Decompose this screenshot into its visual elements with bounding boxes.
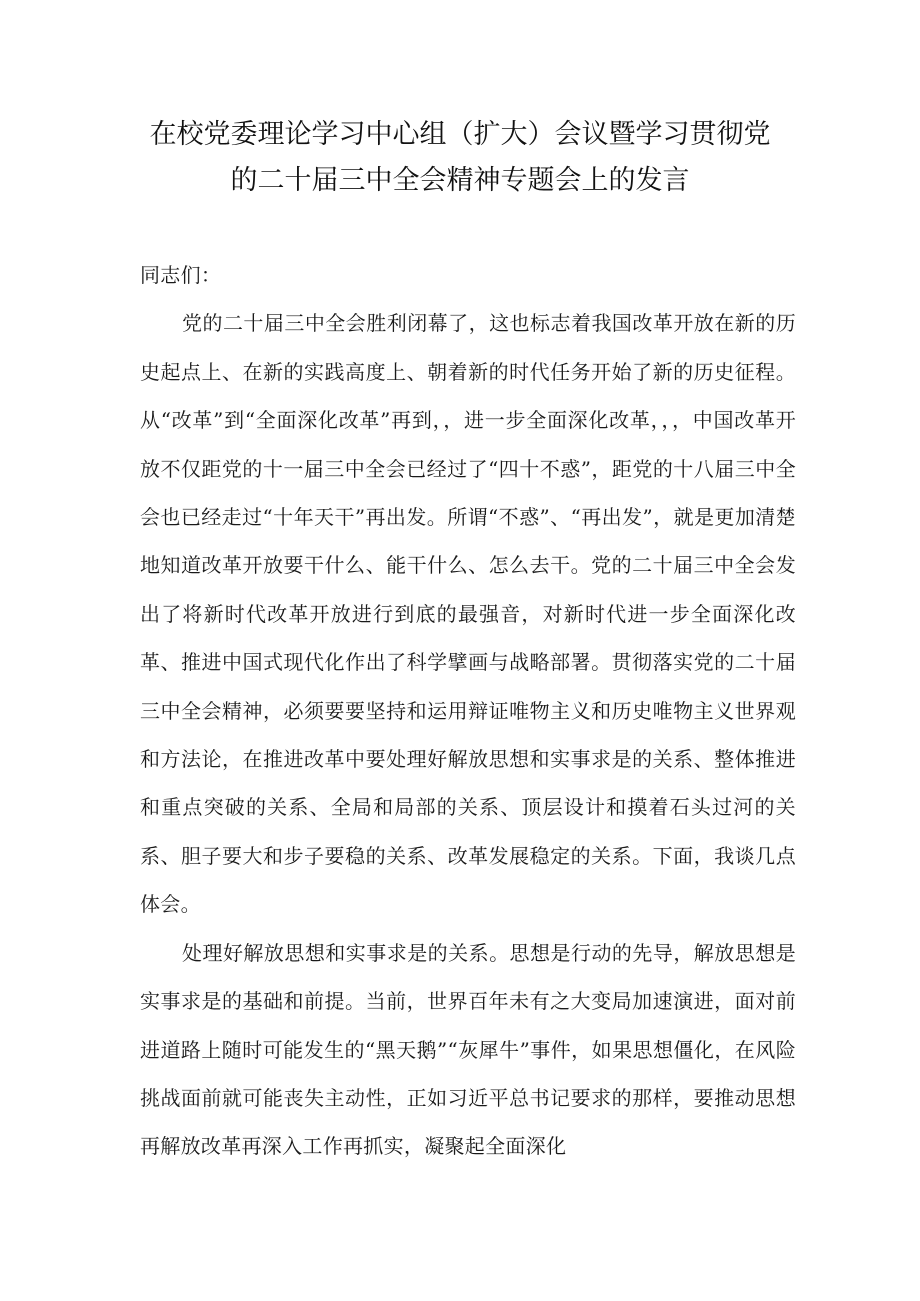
document-body bbox=[140, 251, 796, 1171]
title-line-1: 在校党委理论学习中心组（扩大）会议暨学习贯彻党 bbox=[149, 119, 771, 150]
title-line-2: 的二十届三中全会精神专题会上的发言 bbox=[230, 165, 690, 196]
paragraph-1: 党的二十届三中全会胜利闭幕了，这也标志着我国改革开放在新的历史起点上、在新的实践高度上、朝着新的时代任务开始了新的历史征程。从“改革”到“全面深化改革”再到，，进一步全面深化改革，，，中国改革开放不仅距党的十一届三中全会已经过了“四十不惑”，距党的十八届三中全会也已经走过“十年天干”再出发。所谓“不惑”、“再出发”，就是更加清楚地知道改革开放要干什么、能干什么、怎么去干。党的二十届三中全会发出了将新时代改革开放进行到底的最强音，对新时代进一步全面深化改革、推进中国式现代化作出了科学擘画与战略部署。贯彻落实党的二十届三中全会精神，必须要要坚持和运用辩证唯物主义和历史唯物主义世界观和方法论，在推进改革中要处理好解放思想和实事求是的关系、整体推进和重点突破的关系、全局和局部的关系、顶层设计和摸着石头过河的关系、胆子要大和步子要稳的关系、改革发展稳定的关系。下面，我谈几点体会。 bbox=[140, 311, 796, 917]
document-title bbox=[100, 112, 820, 204]
paragraph-2: 处理好解放思想和实事求是的关系。思想是行动的先导，解放思想是实事求是的基础和前提。当前，世界百年未有之大变局加速演进，面对前进道路上随时可能发生的“黑天鹅”“灰犀牛”事件，如果思想僵化，在风险挑战面前就可能丧失主动性，正如习近平总书记要求的那样，要推动思想再解放改革再深入工作再抓实，凝聚起全面深化 bbox=[140, 940, 796, 1159]
salutation: 同志们： bbox=[140, 263, 222, 287]
